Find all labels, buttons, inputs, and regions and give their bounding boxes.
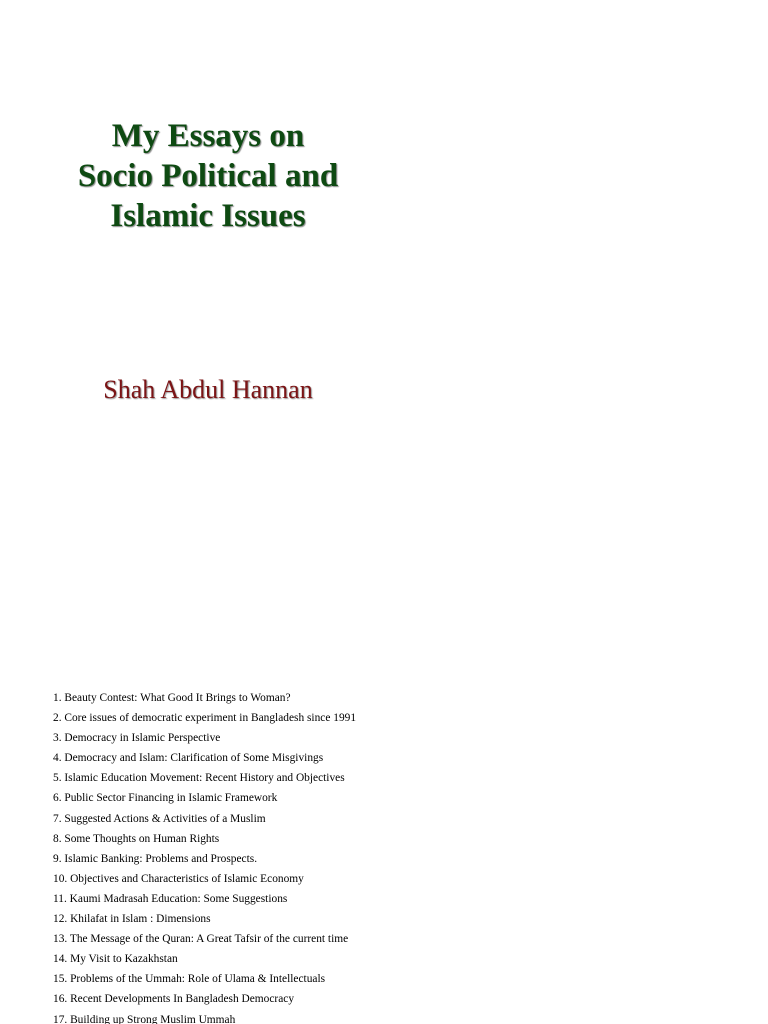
contents-item: 12. Khilafat in Islam : Dimensions <box>53 913 211 926</box>
contents-item: 13. The Message of the Quran: A Great Tafsir of the current time <box>53 933 349 946</box>
book-title-line: Socio Political and <box>77 158 339 194</box>
book-title <box>60 116 356 236</box>
contents-item: 15. Problems of the Ummah: Role of Ulama & Intellectuals <box>53 973 326 986</box>
contents-item: 6. Public Sector Financing in Islamic Framework <box>53 792 278 805</box>
contents-item: 5. Islamic Education Movement: Recent History and Objectives <box>53 772 345 785</box>
book-title-line: My Essays on <box>111 118 305 154</box>
contents-item: 8. Some Thoughts on Human Rights <box>53 832 220 845</box>
contents-item: 14. My Visit to Kazakhstan <box>53 953 178 966</box>
book-title-line: Islamic Issues <box>110 198 306 234</box>
contents-item: 16. Recent Developments In Bangladesh Democracy <box>53 993 295 1006</box>
table-of-contents <box>53 688 733 1024</box>
contents-item: 9. Islamic Banking: Problems and Prospects. <box>53 852 258 865</box>
contents-item: 2. Core issues of democratic experiment in Bangladesh since 1991 <box>53 712 357 725</box>
author-name: Shah Abdul Hannan <box>103 375 313 404</box>
contents-item: 10. Objectives and Characteristics of Islamic Economy <box>53 872 304 885</box>
contents-item: 17. Building up Strong Muslim Ummah <box>53 1013 236 1024</box>
contents-item: 4. Democracy and Islam: Clarification of Some Misgivings <box>53 752 324 765</box>
contents-item: 11. Kaumi Madrasah Education: Some Suggestions <box>53 892 288 905</box>
contents-item: 3. Democracy in Islamic Perspective <box>53 732 221 745</box>
contents-item: 1. Beauty Contest: What Good It Brings to Woman? <box>53 692 291 704</box>
contents-item: 7. Suggested Actions & Activities of a Muslim <box>53 812 266 825</box>
